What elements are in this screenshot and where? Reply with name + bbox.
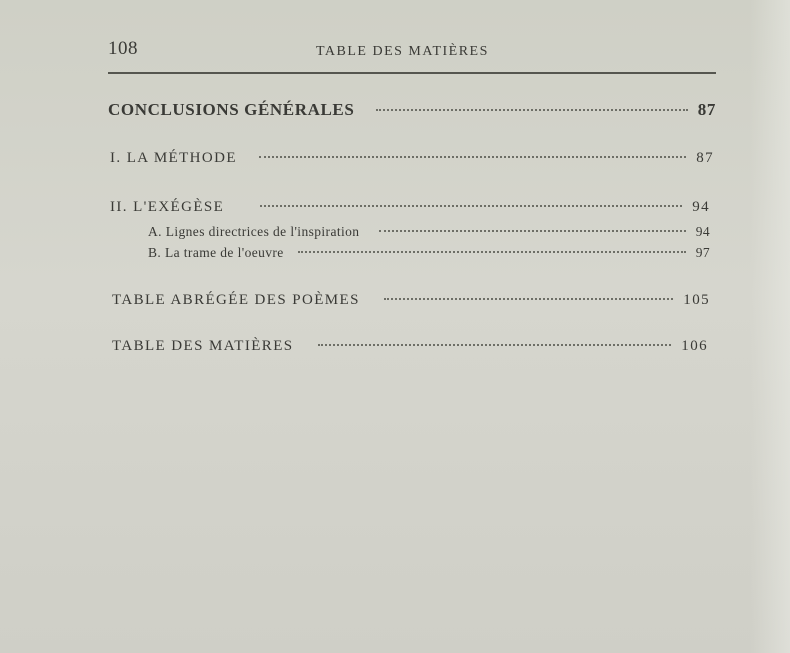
page-edge-shadow: [750, 0, 790, 653]
toc-entry-table-matieres: [112, 338, 708, 355]
toc-entry-trame: [148, 245, 710, 261]
page-number: 108: [108, 38, 138, 59]
dot-leader: [384, 298, 673, 300]
page-header: [108, 38, 716, 72]
toc-label: CONCLUSIONS GÉNÉRALES: [108, 100, 355, 119]
running-title: TABLE DES MATIÈRES: [316, 44, 489, 59]
toc-label: I. LA MÉTHODE: [110, 150, 237, 166]
toc-label: TABLE ABRÉGÉE DES POÈMES: [112, 292, 360, 308]
toc-label: TABLE DES MATIÈRES: [112, 338, 294, 354]
toc-page-number: 94: [692, 199, 710, 215]
toc-entry-methode: [110, 150, 714, 167]
toc-page-number: 97: [695, 245, 710, 260]
toc-label: A. Lignes directrices de l'inspiration: [148, 224, 360, 239]
dot-leader: [318, 344, 672, 346]
dot-leader: [298, 251, 686, 253]
toc-page-number: 106: [681, 338, 708, 354]
toc-entry-table-abregee: [112, 292, 710, 309]
toc-entry-lignes: [148, 224, 710, 240]
toc-page-number: 105: [683, 292, 710, 308]
toc-page-number: 94: [695, 224, 710, 239]
dot-leader: [259, 156, 686, 158]
toc-entry-conclusions: [108, 100, 716, 120]
toc-label: II. L'EXÉGÈSE: [110, 199, 225, 215]
dot-leader: [376, 109, 687, 111]
toc-label: B. La trame de l'oeuvre: [148, 245, 284, 260]
toc-page-number: 87: [696, 150, 714, 166]
header-rule: [108, 72, 716, 74]
toc-page-number: 87: [697, 100, 716, 119]
dot-leader: [379, 230, 685, 232]
dot-leader: [260, 205, 682, 207]
toc-entry-exegese: [110, 199, 710, 216]
